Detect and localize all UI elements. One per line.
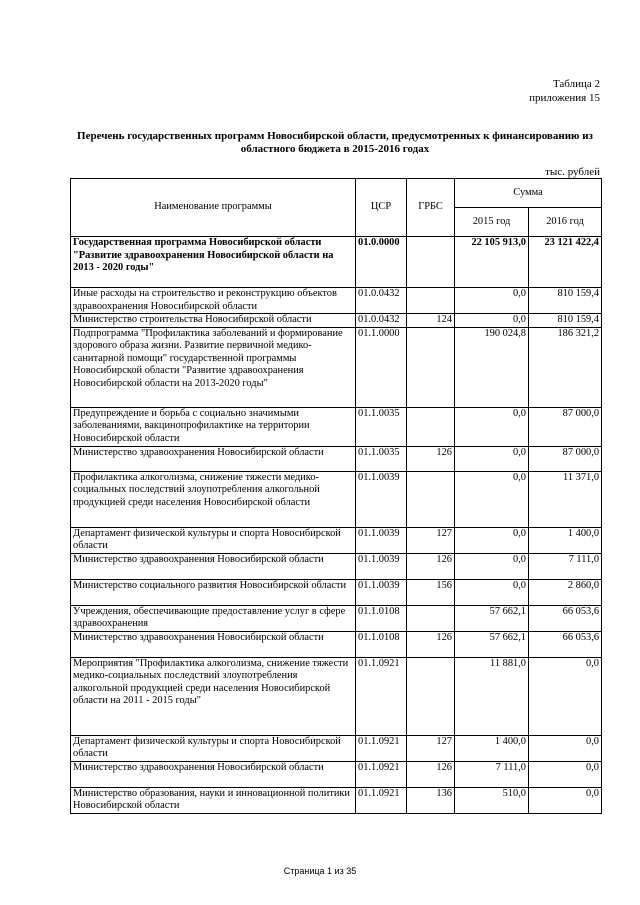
cell-csr: 01.0.0000	[356, 237, 407, 288]
table-row	[71, 553, 602, 579]
cell-csr: 01.1.0039	[356, 579, 407, 605]
header-grbs: ГРБС	[407, 179, 455, 237]
appendix-number: приложения 15	[529, 92, 600, 104]
cell-grbs	[407, 471, 455, 527]
cell-2016: 66 053,6	[529, 605, 602, 631]
table-row	[71, 761, 602, 787]
cell-2016: 23 121 422,4	[529, 237, 602, 288]
cell-program-name: Департамент физической культуры и спорта Новосибирской области	[71, 527, 356, 553]
cell-2016: 810 159,4	[529, 288, 602, 314]
cell-2016: 810 159,4	[529, 314, 602, 328]
table-row	[71, 657, 602, 735]
cell-csr: 01.1.0000	[356, 327, 407, 407]
cell-csr: 01.1.0108	[356, 631, 407, 657]
cell-2016: 87 000,0	[529, 407, 602, 446]
cell-2016: 7 111,0	[529, 553, 602, 579]
cell-csr: 01.1.0108	[356, 605, 407, 631]
header-sum: Сумма	[455, 179, 602, 208]
cell-2015: 0,0	[455, 407, 529, 446]
cell-csr: 01.1.0921	[356, 787, 407, 813]
cell-csr: 01.1.0921	[356, 761, 407, 787]
cell-2016: 2 860,0	[529, 579, 602, 605]
cell-program-name: Учреждения, обеспечивающие предоставление услуг в сфере здравоохранения	[71, 605, 356, 631]
table-row	[71, 735, 602, 761]
cell-2015: 0,0	[455, 314, 529, 328]
cell-2016: 1 400,0	[529, 527, 602, 553]
table-body	[71, 237, 602, 814]
cell-2015: 7 111,0	[455, 761, 529, 787]
table-caption	[529, 77, 600, 105]
cell-csr: 01.1.0039	[356, 553, 407, 579]
table-row	[71, 407, 602, 446]
cell-2015: 0,0	[455, 288, 529, 314]
cell-program-name: Государственная программа Новосибирской области "Развитие здравоохранения Новосибирской области на 2013 - 2020 годы"	[71, 237, 356, 288]
programs-table	[70, 178, 602, 814]
table-row	[71, 314, 602, 328]
header-2016: 2016 год	[529, 208, 602, 237]
page-footer: Страница 1 из 35	[283, 866, 357, 876]
table-row	[71, 327, 602, 407]
cell-2016: 0,0	[529, 735, 602, 761]
cell-2015: 57 662,1	[455, 605, 529, 631]
cell-grbs: 126	[407, 553, 455, 579]
cell-2016: 11 371,0	[529, 471, 602, 527]
cell-csr: 01.0.0432	[356, 288, 407, 314]
cell-2016: 186 321,2	[529, 327, 602, 407]
table-row	[71, 605, 602, 631]
cell-grbs	[407, 237, 455, 288]
cell-program-name: Предупреждение и борьба с социально значимыми заболеваниями, вакцинопрофилактике на территории Новосибирской области	[71, 407, 356, 446]
cell-2016: 0,0	[529, 657, 602, 735]
cell-program-name: Министерство строительства Новосибирской области	[71, 314, 356, 328]
cell-2015: 0,0	[455, 553, 529, 579]
cell-2015: 11 881,0	[455, 657, 529, 735]
cell-grbs	[407, 288, 455, 314]
cell-grbs	[407, 407, 455, 446]
table-row	[71, 446, 602, 471]
cell-2016: 0,0	[529, 761, 602, 787]
table-row	[71, 527, 602, 553]
cell-program-name: Министерство здравоохранения Новосибирской области	[71, 553, 356, 579]
cell-program-name: Министерство здравоохранения Новосибирской области	[71, 446, 356, 471]
cell-grbs: 124	[407, 314, 455, 328]
table-row	[71, 579, 602, 605]
cell-2015: 57 662,1	[455, 631, 529, 657]
cell-csr: 01.0.0432	[356, 314, 407, 328]
cell-grbs: 126	[407, 631, 455, 657]
cell-2015: 190 024,8	[455, 327, 529, 407]
table-row	[71, 787, 602, 813]
cell-grbs: 136	[407, 787, 455, 813]
cell-csr: 01.1.0039	[356, 527, 407, 553]
cell-2015: 0,0	[455, 446, 529, 471]
cell-2015: 0,0	[455, 579, 529, 605]
cell-program-name: Мероприятия "Профилактика алкоголизма, снижение тяжести медико-социальных последствий злоупотребления алкогольной продукцией среди населения Новосибирской области на 2011 - 2015 годы"	[71, 657, 356, 735]
cell-grbs: 127	[407, 735, 455, 761]
cell-program-name: Министерство образования, науки и инновационной политики Новосибирской области	[71, 787, 356, 813]
cell-program-name: Иные расходы на строительство и реконструкцию объектов здравоохранения Новосибирской области	[71, 288, 356, 314]
cell-2015: 510,0	[455, 787, 529, 813]
document-title: Перечень государственных программ Новосибирской области, предусмотренных к финансированию из областного бюджета в 2015-2016 годах	[77, 130, 593, 155]
cell-2016: 0,0	[529, 787, 602, 813]
cell-2015: 1 400,0	[455, 735, 529, 761]
cell-2016: 66 053,6	[529, 631, 602, 657]
cell-2016: 87 000,0	[529, 446, 602, 471]
cell-program-name: Профилактика алкоголизма, снижение тяжести медико-социальных последствий злоупотребления алкогольной продукцией среди населения Новосибирской области	[71, 471, 356, 527]
table-row	[71, 471, 602, 527]
cell-grbs: 126	[407, 761, 455, 787]
cell-program-name: Департамент физической культуры и спорта Новосибирской области	[71, 735, 356, 761]
cell-csr: 01.1.0039	[356, 471, 407, 527]
cell-grbs	[407, 327, 455, 407]
cell-2015: 0,0	[455, 471, 529, 527]
units-label: тыс. рублей	[545, 166, 600, 178]
cell-csr: 01.1.0921	[356, 657, 407, 735]
header-csr: ЦСР	[356, 179, 407, 237]
table-number: Таблица 2	[552, 78, 600, 90]
cell-grbs: 156	[407, 579, 455, 605]
table-row	[71, 237, 602, 288]
cell-grbs	[407, 605, 455, 631]
cell-grbs: 126	[407, 446, 455, 471]
cell-2015: 22 105 913,0	[455, 237, 529, 288]
cell-program-name: Подпрограмма "Профилактика заболеваний и формирование здорового образа жизни. Развитие первичной медико-санитарной помощи" государственной программы Новосибирской области "Развитие здравоохранения Новосибирской области на 2013-2020 годы"	[71, 327, 356, 407]
cell-program-name: Министерство социального развития Новосибирской области	[71, 579, 356, 605]
cell-csr: 01.1.0921	[356, 735, 407, 761]
cell-program-name: Министерство здравоохранения Новосибирской области	[71, 631, 356, 657]
cell-grbs: 127	[407, 527, 455, 553]
cell-program-name: Министерство здравоохранения Новосибирской области	[71, 761, 356, 787]
header-2015: 2015 год	[455, 208, 529, 237]
cell-grbs	[407, 657, 455, 735]
table-row	[71, 631, 602, 657]
table-row	[71, 288, 602, 314]
cell-2015: 0,0	[455, 527, 529, 553]
header-name: Наименование программы	[71, 179, 356, 237]
cell-csr: 01.1.0035	[356, 407, 407, 446]
cell-csr: 01.1.0035	[356, 446, 407, 471]
